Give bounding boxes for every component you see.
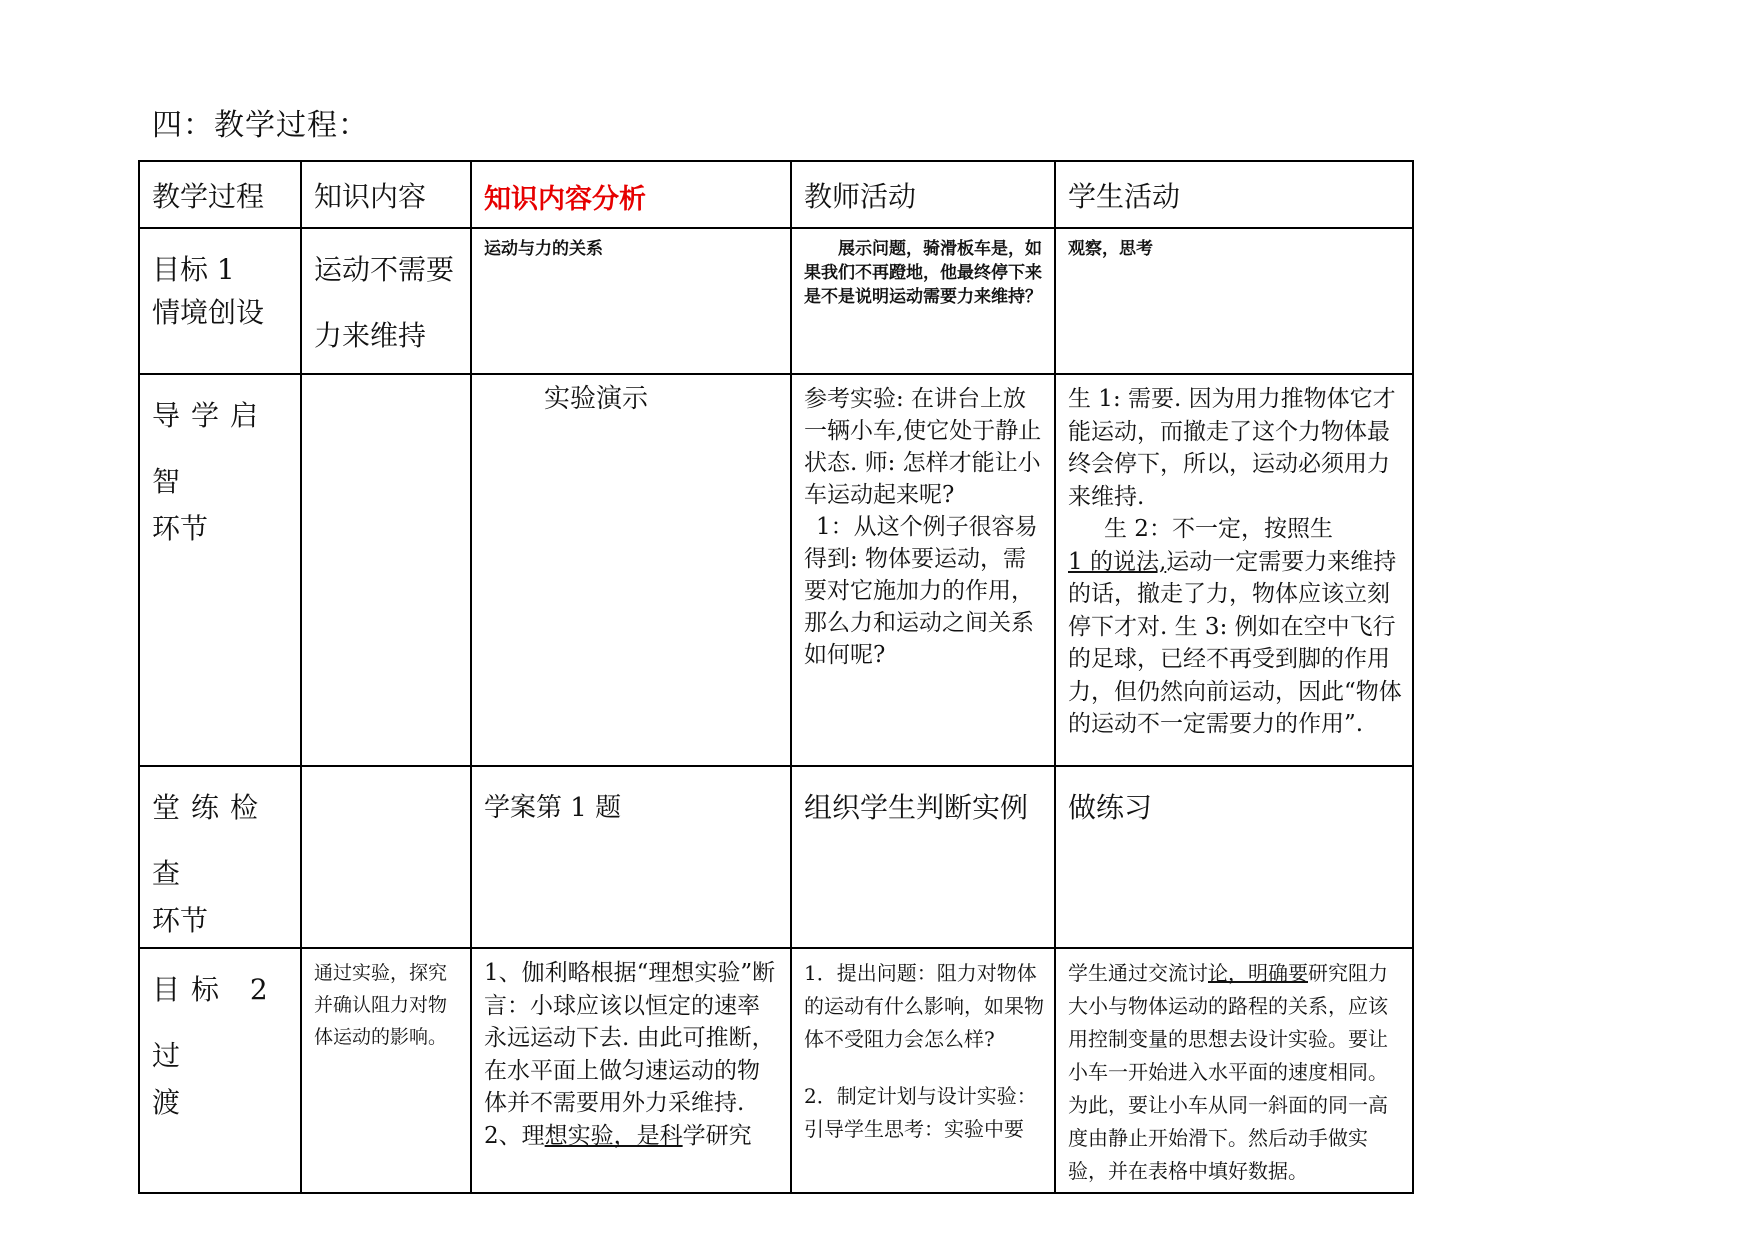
process-label: 目标 2 过 [152, 973, 279, 1072]
header-cell [1055, 161, 1413, 228]
teacher-text: 组织学生判断实例 [804, 791, 1029, 824]
underlined-text: 想实验，是科 [544, 1122, 683, 1149]
process-label: 堂练检查 [152, 791, 270, 890]
knowledge-cell [301, 374, 471, 766]
teacher-cell [791, 374, 1055, 766]
header-knowledge: 知识内容 [314, 179, 427, 213]
student-text-part: 研究阻力大小与物体运动的路程的关系，应该用控制变量的思想去设计实验。要让小车一开始进入水平面的速度相同。为此，要让小车从同一斜面的同一高度由静止开始滑下。然后动手做实验，并在表格中填好数据。 [1068, 961, 1388, 1183]
student-text: 观察，思考 [1068, 239, 1153, 259]
teacher-cell [791, 766, 1055, 948]
header-cell [471, 161, 791, 228]
student-cell [1055, 374, 1413, 766]
teacher-cell [791, 228, 1055, 374]
process-label: 环节 [152, 512, 209, 545]
student-text-part: 运动一定需要力来维持的话，撤走了力，物体应该立刻停下才对. 生 3: 例如在空中飞行的足球，已经不再受到脚的作用力，但仍然向前运动，因此“物体的运动不一定需要力的作用”. [1068, 548, 1402, 737]
teacher-cell [791, 948, 1055, 1193]
header-analysis: 知识内容分析 [484, 184, 646, 215]
teacher-text: 2．制定计划与设计实验：引导学生思考：实验中要 [804, 1084, 1037, 1141]
table-header-row [139, 161, 1413, 228]
analysis-cell [471, 948, 791, 1193]
underlined-text: 1 的说法, [1068, 548, 1167, 575]
knowledge-cell [301, 948, 471, 1193]
knowledge-cell [301, 228, 471, 374]
analysis-cell [471, 766, 791, 948]
student-text-part: 学生通过交流讨 [1068, 961, 1208, 985]
header-cell [791, 161, 1055, 228]
teacher-text: 1：从这个例子很容易得到: 物体要运动，需要对它施加力的作用，那么力和运动之间关系如何呢? [804, 514, 1038, 668]
student-text: 生 1: 需要. 因为用力推物体它才能运动，而撤走了这个力物体最终会停下，所以，运动必须用力来维持. [1068, 386, 1396, 510]
process-label: 目标 1 [152, 253, 235, 286]
teacher-text: 展示问题，骑滑板车是，如果我们不再蹬地，他最终停下来是不是说明运动需要力来维持？ [804, 239, 1042, 307]
analysis-text-part: 2、理 [484, 1122, 545, 1149]
process-cell [139, 228, 301, 374]
section-heading: 四：教学过程： [152, 108, 369, 143]
knowledge-cell [301, 766, 471, 948]
analysis-text: 实验演示 [544, 384, 649, 414]
student-text [1068, 957, 1404, 1188]
analysis-text: 1、伽利略根据“理想实验”断言：小球应该以恒定的速率永远运动下去. 由此可推断，在水平面上做匀速运动的物体并不需要用外力采维持. [484, 960, 776, 1116]
student-cell [1055, 228, 1413, 374]
analysis-cell [471, 374, 791, 766]
process-label: 情境创设 [152, 296, 265, 329]
header-cell [139, 161, 301, 228]
student-text [1068, 513, 1404, 741]
student-cell [1055, 948, 1413, 1193]
process-label: 环节 [152, 904, 209, 937]
header-teacher: 教师活动 [804, 179, 917, 213]
process-cell [139, 374, 301, 766]
analysis-text: 运动与力的关系 [484, 239, 603, 259]
knowledge-text: 运动不需要力来维持 [314, 253, 455, 352]
table-row [139, 766, 1413, 948]
knowledge-text: 通过实验，探究并确认阻力对物体运动的影响。 [314, 962, 448, 1048]
analysis-text: 学案第 1 题 [484, 793, 622, 823]
teacher-text: 参考实验: 在讲台上放一辆小车,使它处于静止状态. 师: 怎样才能让小车运动起来呢? [804, 386, 1042, 508]
header-student: 学生活动 [1068, 179, 1181, 213]
header-process: 教学过程 [152, 179, 265, 213]
header-cell [301, 161, 471, 228]
process-label: 渡 [152, 1086, 181, 1119]
table-row [139, 374, 1413, 766]
table-row [139, 228, 1413, 374]
process-cell [139, 948, 301, 1193]
teaching-process-table [138, 160, 1414, 1194]
process-label: 导学启智 [152, 399, 270, 498]
analysis-text-part: 学研究 [682, 1122, 752, 1149]
spacer [804, 1056, 1046, 1080]
student-text-part: 生 2：不一定，按照生 [1104, 516, 1333, 542]
table-row [139, 948, 1413, 1193]
student-text: 做练习 [1068, 791, 1153, 824]
analysis-cell [471, 228, 791, 374]
student-cell [1055, 766, 1413, 948]
teacher-text: 1．提出问题：阻力对物体的运动有什么影响，如果物体不受阻力会怎么样? [804, 961, 1044, 1051]
process-cell [139, 766, 301, 948]
underlined-text: 论，明确要 [1208, 961, 1308, 985]
analysis-text [484, 1120, 782, 1153]
